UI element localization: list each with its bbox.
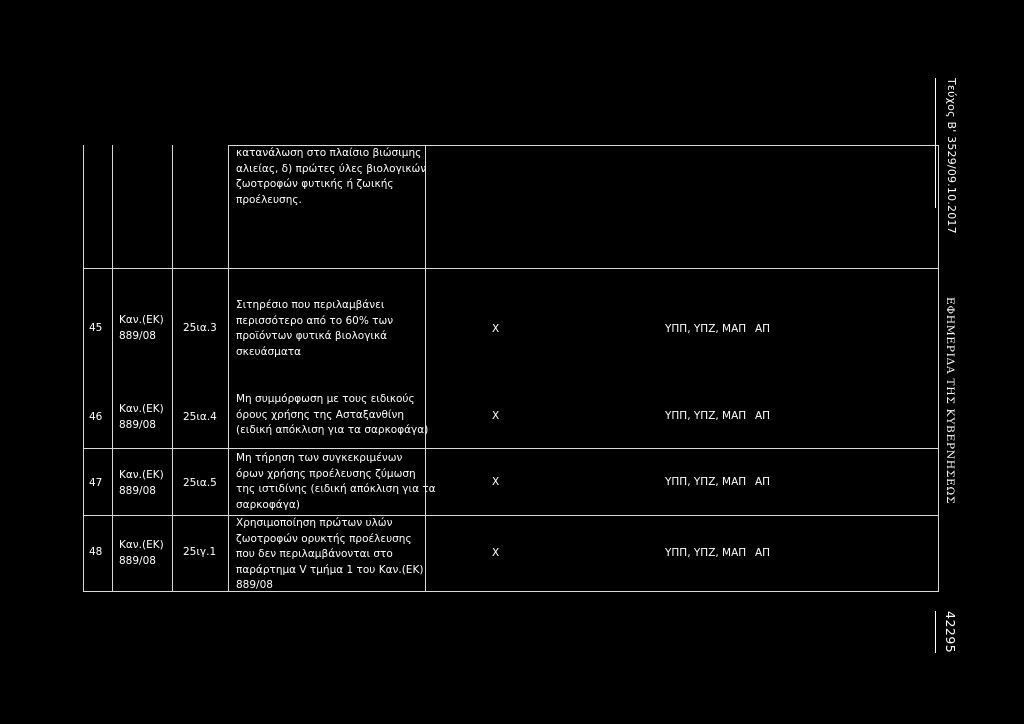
continuation-line: ζωοτροφών φυτικής ή ζωικής — [236, 178, 394, 190]
sanction-code: ΑΠ — [755, 547, 771, 559]
page-number: 42295 — [943, 611, 958, 654]
article-ref: 25ια.5 — [183, 477, 217, 489]
violation-description — [236, 451, 436, 513]
continuation-line: αλιείας, δ) πρώτες ύλες βιολογικών — [236, 162, 427, 175]
row-number: 46 — [89, 411, 103, 423]
regulation-line: Καν.(ΕΚ) — [119, 539, 164, 551]
description-line: ζωοτροφών ορυκτής προέλευσης — [236, 532, 412, 545]
mark: Χ — [492, 547, 500, 559]
row-number: 48 — [89, 546, 103, 558]
description-line: της ιστιδίνης (ειδική απόκλιση για τα — [236, 483, 436, 495]
description-line: παράρτημα V τμήμα 1 του Καν.(ΕΚ) — [236, 563, 424, 576]
regulation-line: 889/08 — [119, 484, 156, 497]
description-line: σκευάσματα — [236, 345, 302, 358]
description-line: σαρκοφάγα) — [236, 498, 300, 511]
violation-description — [236, 298, 393, 360]
mark: Χ — [492, 476, 500, 488]
continuation-line: κατανάλωση στο πλαίσιο βιώσιμης — [236, 147, 422, 159]
regulation-line: Καν.(ΕΚ) — [119, 403, 164, 415]
regulation-line: Καν.(ΕΚ) — [119, 314, 164, 326]
description-line: που δεν περιλαμβάνονται στο — [236, 548, 393, 560]
description-line: 889/08 — [236, 579, 273, 591]
row-number: 47 — [89, 477, 103, 489]
description-line: (ειδική απόκλιση για τα σαρκοφάγα) — [236, 424, 429, 436]
sanction-code: ΑΠ — [755, 476, 771, 488]
violation-description — [236, 516, 423, 594]
article-ref: 25ια.3 — [183, 322, 217, 334]
description-line: περισσότερο από το 60% των — [236, 314, 394, 327]
sanction-code: ΑΠ — [755, 410, 771, 422]
description-line: Χρησιμοποίηση πρώτων υλών — [236, 517, 393, 529]
regulation-ref — [119, 538, 164, 569]
header-rule — [935, 78, 936, 208]
row-number: 45 — [89, 322, 103, 334]
description-line: Μη τήρηση των συγκεκριμένων — [236, 452, 403, 464]
article-ref: 25ια.4 — [183, 411, 217, 423]
issue-reference: Τεύχος Β' 3529/09.10.2017 — [945, 78, 958, 234]
description-line: όρους χρήσης της Ασταξανθίνη — [236, 408, 404, 421]
continuation-line: προέλευσης. — [236, 193, 302, 206]
mark: Χ — [492, 410, 500, 422]
mark: Χ — [492, 323, 500, 335]
sanction-code: ΑΠ — [755, 323, 771, 335]
description-line: Μη συμμόρφωση με τους ειδικούς — [236, 393, 415, 405]
competent-authorities: ΥΠΠ, ΥΠΖ, ΜΑΠ — [665, 476, 747, 488]
violation-description — [236, 392, 428, 439]
regulation-ref — [119, 468, 164, 499]
description-line: όρων χρήσης προέλευσης ζύμωση — [236, 467, 416, 480]
gazette-title: ΕΦΗΜΕΡΙΔΑ ΤΗΣ ΚΥΒΕΡΝΗΣΕΩΣ — [944, 297, 956, 505]
description-line: Σιτηρέσιο που περιλαμβάνει — [236, 299, 385, 311]
regulation-line: 889/08 — [119, 418, 156, 431]
regulation-ref — [119, 313, 164, 344]
regulation-line: 889/08 — [119, 554, 156, 567]
competent-authorities: ΥΠΠ, ΥΠΖ, ΜΑΠ — [665, 547, 747, 559]
page-number-rule — [935, 611, 936, 653]
competent-authorities: ΥΠΠ, ΥΠΖ, ΜΑΠ — [665, 323, 747, 335]
competent-authorities: ΥΠΠ, ΥΠΖ, ΜΑΠ — [665, 410, 747, 422]
regulation-line: 889/08 — [119, 329, 156, 342]
regulation-line: Καν.(ΕΚ) — [119, 469, 164, 481]
regulation-ref — [119, 402, 164, 433]
continuation-text — [236, 146, 426, 208]
article-ref: 25ιγ.1 — [183, 546, 217, 558]
description-line: προϊόντων φυτικά βιολογικά — [236, 330, 388, 342]
